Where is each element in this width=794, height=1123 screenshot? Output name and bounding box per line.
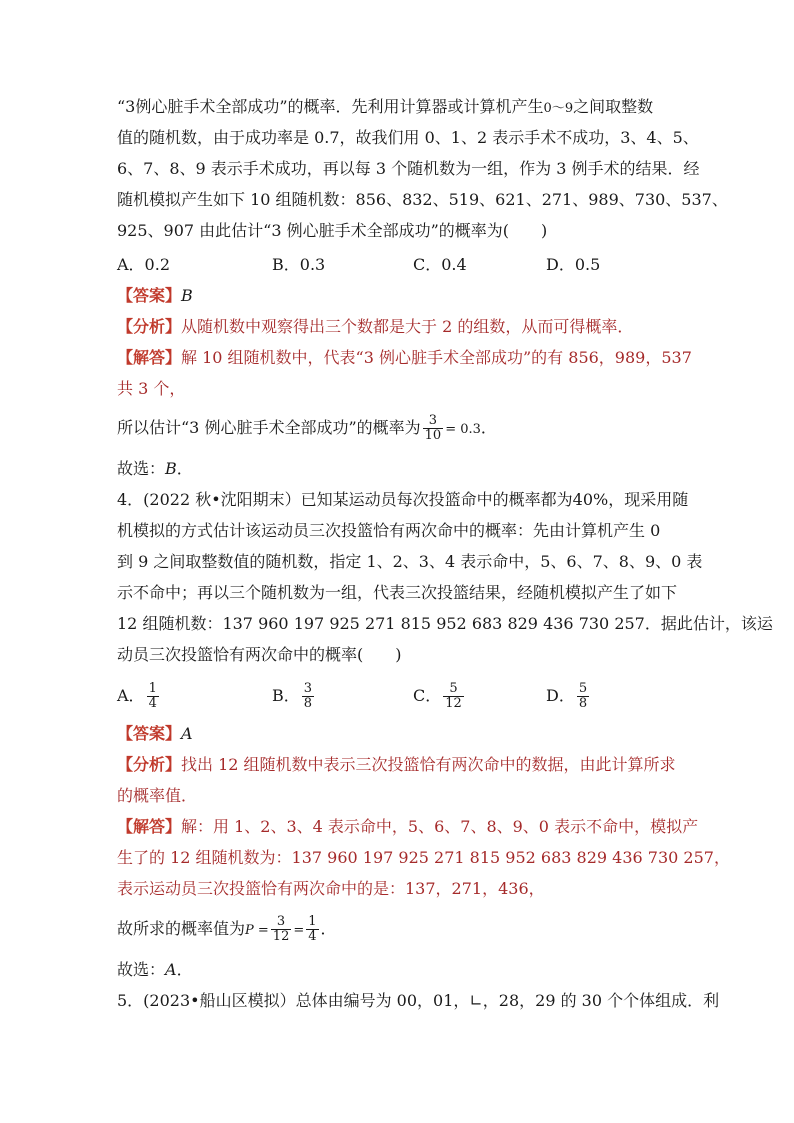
q4-line-5: 12 组随机数：137 960 197 925 271 815 952 683 829 436 730 257．据此估计，该运 [117,614,773,633]
equals-sign: = [293,923,305,938]
choose-end: ． [176,960,193,979]
q4-option-b [272,682,316,711]
q4-line-6: 动员三次投篮恰有两次命中的概率( ) [117,645,402,664]
solution-tag: 【解答】 [117,817,182,836]
fraction [306,915,318,944]
q3-solution-1 [117,348,692,368]
answer-value: A [181,724,193,743]
q3-line-2: 值的随机数，由于成功率是 0.7，故我们用 0、1、2 表示手术不成功，3、4、5、 [117,128,699,147]
q3-line-1 [117,97,653,119]
q3-line-3: 6、7、8、9 表示手术成功，再以每 3 个随机数为一组，作为 3 例手术的结果．经 [117,159,700,178]
fraction-denominator: 12 [445,696,462,711]
q4-line-1: 4．(2022 秋•沈阳期末）已知某运动员每次投篮命中的概率都为40%，现采用随 [117,490,689,509]
analysis-tag: 【分析】 [117,755,182,774]
q3-option-c: C．0.4 [413,255,467,274]
solution-text: 解：用 1、2、3、4 表示命中，5、6、7、8、9、0 表示不命中，模拟产 [181,817,699,836]
answer-value: B [181,286,193,305]
q4-line-2: 机模拟的方式估计该运动员三次投篮恰有两次命中的概率：先由计算机产生 0 [117,521,661,540]
analysis-text: 从随机数中观察得出三个数都是大于 2 的组数，从而可得概率． [181,317,634,336]
q4-line-3: 到 9 之间取整数值的随机数，指定 1、2、3、4 表示命中，5、6、7、8、9、0 表 [117,552,703,571]
q3-range: 0～9 [543,101,574,116]
fraction-numerator: 1 [148,681,157,696]
fraction-numerator: 3 [276,914,286,929]
q3-option-d: D．0.5 [546,255,601,274]
q3-text: “3例心脏手术全部成功”的概率．先利用计算器或计算机产生 [117,97,544,116]
q4-choose [117,960,193,980]
option-label: A． [117,686,145,705]
option-label: D． [546,686,575,705]
option-fraction [147,682,159,711]
fraction-numerator: 5 [578,681,588,696]
solution-tag: 【解答】 [117,348,182,367]
q4-solution-2: 生了的 12 组随机数为：137 960 197 925 271 815 952 683 829 436 730 257， [117,848,730,867]
q4-line-4: 示不命中；再以三个随机数为一组，代表三次投篮结果，经随机模拟产生了如下 [117,583,678,602]
probability-symbol: P = [245,923,269,938]
answer-tag: 【答案】 [117,286,182,305]
fraction-denominator: 8 [303,696,313,711]
q4-option-d [546,682,591,711]
q4-answer [117,724,193,744]
q3-line-4: 随机模拟产生如下 10 组随机数：856、832、519、621、271、989、730、537、 [117,190,728,209]
option-label: C． [413,686,442,705]
q3-option-b: B．0.3 [272,255,326,274]
fraction-denominator: 8 [578,696,588,711]
fraction [271,915,292,944]
fraction-denominator: 4 [308,929,317,944]
q3-solution-2: 共 3 个， [117,379,186,398]
q4-option-c [413,682,466,711]
period: ． [480,418,497,437]
solution-text: 解 10 组随机数中，代表“3 例心脏手术全部成功”的有 856，989，537 [181,348,692,367]
q4-option-a [117,682,161,711]
analysis-text: 找出 12 组随机数中表示三次投篮恰有两次命中的数据，由此计算所求 [181,755,676,774]
q5-line-1: 5．(2023•船山区模拟）总体由编号为 00，01，∟，28，29 的 30 个个体组成．利 [117,991,720,1010]
q3-analysis [117,317,633,337]
q3-option-a: A．0.2 [117,255,171,274]
fraction-denominator: 12 [272,929,290,944]
q4-analysis-1 [117,755,676,775]
q3-answer [117,286,193,306]
choose-label: 故选： [117,459,166,478]
period: ． [320,919,337,938]
q3-text-tail: 之间取整数 [573,97,654,116]
fraction-denominator: 4 [148,696,157,711]
option-fraction [443,682,464,711]
option-fraction [302,682,314,711]
solution-prefix: 故所求的概率值为 [117,919,246,938]
q3-solution-3 [117,414,497,443]
q3-choose [117,459,193,479]
q4-analysis-2: 的概率值． [117,786,198,805]
answer-tag: 【答案】 [117,724,182,743]
q4-solution-3: 表示运动员三次投篮恰有两次命中的是：137，271，436， [117,879,545,898]
fraction-numerator: 1 [308,914,317,929]
choose-end: ． [176,459,193,478]
q4-solution-4 [117,915,337,944]
analysis-tag: 【分析】 [117,317,182,336]
fraction [423,414,444,443]
option-label: B． [272,686,300,705]
q3-line-5: 925、907 由此估计“3 例心脏手术全部成功”的概率为( ) [117,221,548,240]
fraction-numerator: 5 [449,681,458,696]
choose-value: A [165,960,177,979]
solution-prefix: 所以估计“3 例心脏手术全部成功”的概率为 [117,418,421,437]
fraction-denominator: 10 [424,428,442,443]
choose-label: 故选： [117,960,166,979]
option-fraction [577,682,589,711]
q4-solution-1 [117,817,698,837]
choose-value: B [165,459,177,478]
fraction-result: = 0.3 [445,422,481,437]
fraction-numerator: 3 [428,413,438,428]
fraction-numerator: 3 [303,681,313,696]
